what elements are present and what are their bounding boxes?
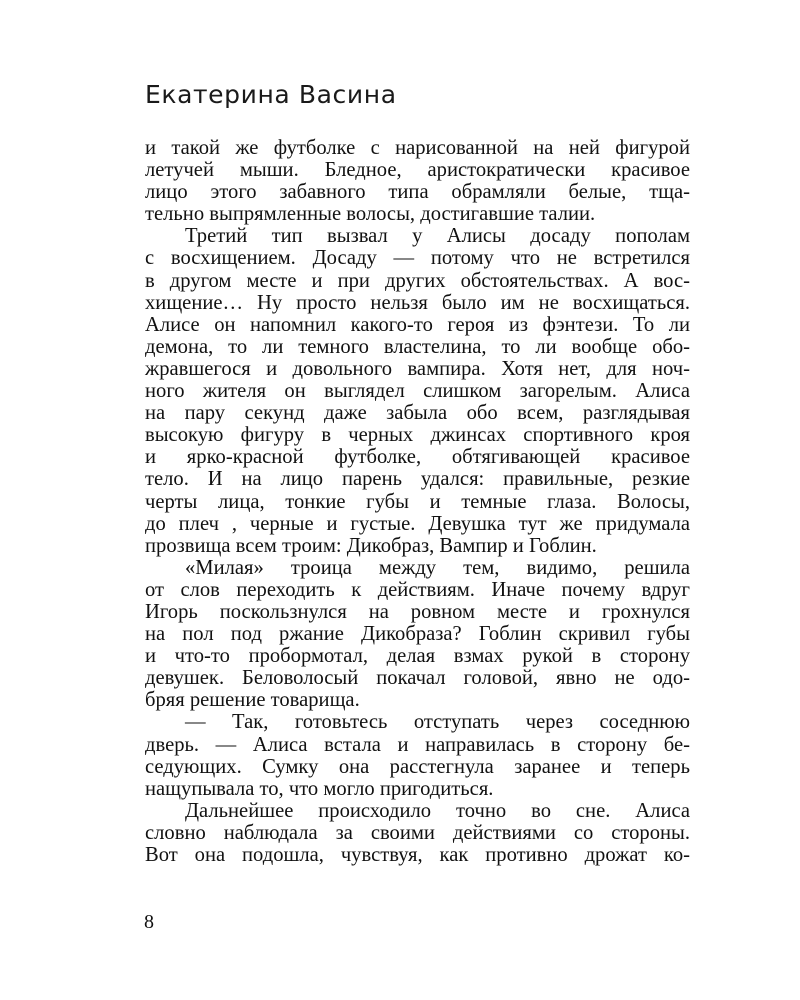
paragraph-first-line: Дальнейшее происходило точно во сне. Алиса — [185, 799, 690, 822]
text-line: и что-то пробормотал, делая взмах рукой в сторону — [145, 645, 690, 668]
text-line: от слов переходить к действиям. Иначе почему вдруг — [145, 578, 690, 601]
text-line: словно наблюдала за своими действиями со стороны. — [145, 821, 690, 844]
text-line: прозвища всем троим: Дикобраз, Вампир и Гоблин. — [145, 534, 597, 557]
text-line: Игорь поскользнулся на ровном месте и грохнулся — [145, 600, 690, 623]
paragraph-first-line: — Так, готовьтесь отступать через соседнюю — [185, 711, 690, 734]
text-line: демона, то ли темного властелина, то ли вообще обо- — [145, 335, 690, 358]
text-line: высокую фигуру в черных джинсах спортивного кроя — [145, 424, 690, 447]
text-line: и ярко-красной футболке, обтягивающей красивое — [145, 446, 690, 469]
text-line: и такой же футболке с нарисованной на ней фигурой — [145, 137, 690, 159]
text-line: бряя решение товарища. — [145, 689, 360, 712]
page-number: 8 — [144, 911, 154, 933]
text-line: ного жителя он выглядел слишком загорелым. Алиса — [145, 380, 690, 403]
paragraph-first-line: «Милая» троица между тем, видимо, решила — [185, 556, 690, 579]
text-line: до плеч , черные и густые. Девушка тут же придумала — [145, 512, 690, 535]
text-line: дверь. — Алиса встала и направилась в сторону бе- — [145, 733, 690, 756]
text-line: нащупывала то, что могло пригодиться. — [145, 777, 494, 800]
text-line: Алисе он напомнил какого-то героя из фэнтези. То ли — [145, 313, 690, 336]
text-line: жравшегося и довольного вампира. Хотя нет, для ноч- — [145, 357, 690, 380]
text-line: Вот она подошла, чувствуя, как противно дрожат ко- — [145, 844, 690, 866]
text-line: хищение… Ну просто нельзя было им не восхищаться. — [145, 291, 690, 314]
text-line: с восхищением. Досаду — потому что не встретился — [145, 247, 690, 270]
text-line: тело. И на лицо парень удался: правильные, резкие — [145, 468, 690, 491]
text-line: летучей мыши. Бледное, аристократически красивое — [145, 159, 690, 182]
text-line: тельно выпрямленные волосы, достигавшие талии. — [145, 203, 596, 226]
text-line: в другом месте и при других обстоятельствах. А вос- — [145, 269, 690, 292]
text-line: седующих. Сумку она расстегнула заранее и теперь — [145, 755, 690, 778]
running-header-author: Екатерина Васина — [145, 80, 397, 109]
text-line: девушек. Беловолосый покачал головой, явно не одо- — [145, 667, 690, 690]
text-line: на пол под ржание Дикобраза? Гоблин скривил губы — [145, 623, 690, 646]
body-text — [145, 137, 690, 866]
paragraph-first-line: Третий тип вызвал у Алисы досаду пополам — [185, 225, 690, 248]
text-line: черты лица, тонкие губы и темные глаза. Волосы, — [145, 490, 690, 513]
text-line: на пару секунд даже забыла обо всем, разглядывая — [145, 402, 690, 425]
text-line: лицо этого забавного типа обрамляли белые, тща- — [145, 181, 690, 204]
